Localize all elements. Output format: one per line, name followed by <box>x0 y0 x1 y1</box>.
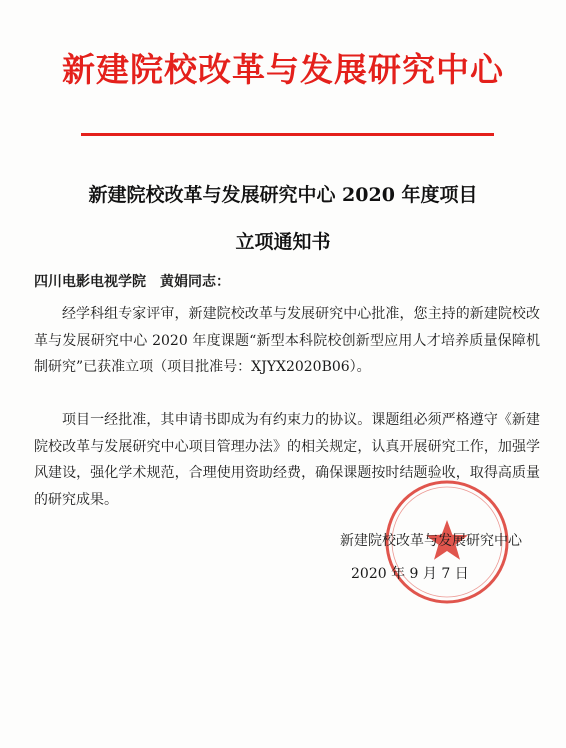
signature-date: 2020 年 9 月 7 日 <box>351 566 469 582</box>
body-paragraph-requirements: 项目一经批准，其申请书即成为有约束力的协议。课题组必须严格遵守《新建院校改革与发展研究中心项目管理办法》的相关规定，认真开展研究工作，加强学风建设，强化学术规范，合理使用资助经费，确保课题按时结题验收，取得高质量的研究成果。 <box>34 412 540 508</box>
signature-organization: 新建院校改革与发展研究中心 <box>340 533 522 549</box>
salutation-institution: 四川电影电视学院 <box>34 274 146 290</box>
body-paragraph-approval: 经学科组专家评审，新建院校改革与发展研究中心批准，您主持的新建院校改革与发展研究中心 2020 年度课题“新型本科院校创新型应用人才培养质量保障机制研究”已获准立项（项目批准号：XJYX2020B06）。 <box>34 306 540 375</box>
letterhead-title: 新建院校改革与发展研究中心 <box>62 50 504 89</box>
notice-title-line1: 新建院校改革与发展研究中心 2020 年度项目 <box>88 184 478 206</box>
salutation <box>34 272 230 292</box>
letterhead-divider <box>81 133 494 136</box>
salutation-recipient: 黄娟同志： <box>160 274 230 290</box>
notice-title-line2: 立项通知书 <box>235 231 331 253</box>
